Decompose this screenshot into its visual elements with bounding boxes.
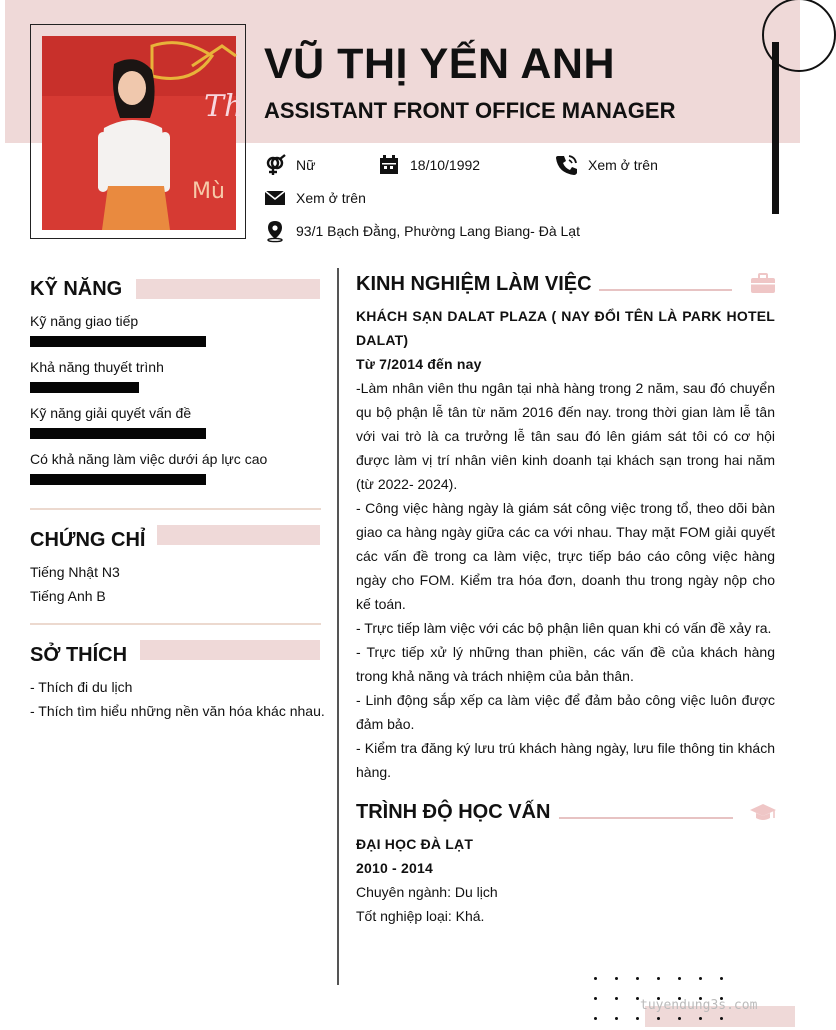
section-divider — [30, 623, 321, 625]
svg-text:Th: Th — [204, 89, 244, 124]
address-value: 93/1 Bạch Đằng, Phường Lang Biang- Đà Lạt — [296, 223, 580, 239]
skill-label: Kỹ năng giải quyết vấn đề — [30, 405, 192, 421]
certificate-item: Tiếng Anh B — [30, 588, 106, 604]
candidate-role: ASSISTANT FRONT OFFICE MANAGER — [264, 98, 676, 123]
decorative-dot — [636, 977, 639, 980]
employment-period: Từ 7/2014 đến nay — [356, 356, 482, 372]
education-body — [356, 832, 775, 928]
decorative-dot — [615, 1017, 618, 1020]
decorative-dot — [594, 997, 597, 1000]
experience-paragraph: - Công việc hàng ngày là giám sát công việc trong tổ, theo dõi bàn giao ca hàng ngày giữa các ca với nhau. Thay mặt FOM giải quyết các vấn đề trong ca làm việc, trực tiếp báo cáo công việc hàng ngày cho FOM. Kiểm tra hóa đơn, doanh thu trong ngày nộp cho kế toán. — [356, 500, 775, 612]
hobbies-title: SỞ THÍCH — [30, 644, 128, 666]
experience-paragraph: - Kiểm tra đăng ký lưu trú khách hàng ngày, lưu file thông tin khách hàng. — [356, 740, 775, 780]
skill-level-bar — [30, 474, 206, 485]
education-grade: Tốt nghiệp loại: Khá. — [356, 908, 485, 924]
briefcase-icon — [749, 272, 777, 294]
address-info — [264, 220, 580, 242]
company-name: KHÁCH SẠN DALAT PLAZA ( NAY ĐỔI TÊN LÀ PARK HOTEL DALAT) — [356, 308, 775, 348]
birthdate-value: 18/10/1992 — [410, 157, 481, 173]
skills-title-bar — [136, 279, 320, 299]
gender-icon — [264, 154, 286, 176]
decorative-dot — [678, 977, 681, 980]
location-pin-icon — [264, 220, 286, 242]
decorative-dot — [657, 1017, 660, 1020]
experience-title-rule — [599, 289, 732, 291]
skill-label: Kỹ năng giao tiếp — [30, 313, 139, 329]
column-separator — [337, 268, 339, 985]
phone-value: Xem ở trên — [588, 157, 658, 173]
certificate-item: Tiếng Nhật N3 — [30, 564, 120, 580]
experience-paragraph: - Trực tiếp xử lý những than phiền, các vấn đề của khách hàng trong khả năng và trách nhiệm của bản thân. — [356, 644, 775, 684]
phone-info — [556, 154, 658, 176]
graduation-cap-icon — [749, 801, 777, 823]
skill-level-bar — [30, 336, 206, 347]
decorative-dot — [594, 977, 597, 980]
phone-icon — [556, 154, 578, 176]
hobby-item: - Thích đi du lịch — [30, 679, 133, 695]
education-major: Chuyên ngành: Du lịch — [356, 884, 498, 900]
watermark: tuyendung3s.com — [640, 998, 758, 1013]
decorative-vertical-bar — [772, 42, 779, 214]
education-title: TRÌNH ĐỘ HỌC VẤN — [356, 801, 551, 823]
experience-title: KINH NGHIỆM LÀM VIỆC — [356, 273, 592, 295]
decorative-dot — [594, 1017, 597, 1020]
calendar-icon — [378, 154, 400, 176]
decorative-dot — [678, 1017, 681, 1020]
decorative-dot — [720, 977, 723, 980]
email-icon — [264, 187, 286, 209]
hobby-item: - Thích tìm hiểu những nền văn hóa khác nhau. — [30, 703, 325, 719]
gender-value: Nữ — [296, 157, 316, 173]
certificates-title-bar — [157, 525, 320, 545]
decorative-dot — [636, 1017, 639, 1020]
birthdate-info — [378, 154, 480, 176]
education-title-rule — [559, 817, 733, 819]
decorative-dot — [699, 977, 702, 980]
school-name: ĐẠI HỌC ĐÀ LẠT — [356, 836, 474, 852]
decorative-dot — [657, 977, 660, 980]
decorative-dot — [615, 977, 618, 980]
candidate-name: VŨ THỊ YẾN ANH — [264, 40, 616, 88]
skill-level-bar — [30, 382, 139, 393]
svg-text:Mù: Mù — [192, 179, 225, 204]
hobbies-title-bar — [140, 640, 320, 660]
experience-body — [356, 304, 775, 784]
profile-photo — [42, 36, 244, 230]
experience-paragraph: - Linh động sắp xếp ca làm việc để đảm bảo công việc luôn được đảm bảo. — [356, 692, 775, 732]
email-value: Xem ở trên — [296, 190, 366, 206]
certificates-title: CHỨNG CHỈ — [30, 529, 146, 551]
skill-label: Có khả năng làm việc dưới áp lực cao — [30, 451, 268, 467]
experience-paragraph: - Trực tiếp làm việc với các bộ phận liên quan khi có vấn đề xảy ra. — [356, 620, 772, 636]
experience-paragraph: -Làm nhân viên thu ngân tại nhà hàng trong 2 năm, sau đó chuyển qu bộ phận lễ tân từ năm 2016 đến nay. trong thời gian làm lễ tân với vai trò là ca trưởng lễ tân sau đó lên giám sát tôi có cơ hội được làm vị trí nhân viên kinh doanh tại khách sạn trong hai năm (từ 2022- 2024). — [356, 380, 775, 492]
education-years: 2010 - 2014 — [356, 860, 433, 876]
section-divider — [30, 508, 321, 510]
decorative-dot — [615, 997, 618, 1000]
decorative-dot — [636, 997, 639, 1000]
decorative-dot — [720, 1017, 723, 1020]
skill-level-bar — [30, 428, 206, 439]
email-info — [264, 187, 366, 209]
gender-info — [264, 154, 315, 176]
skills-title: KỸ NĂNG — [30, 278, 123, 300]
skill-label: Khả năng thuyết trình — [30, 359, 164, 375]
decorative-dot — [699, 1017, 702, 1020]
